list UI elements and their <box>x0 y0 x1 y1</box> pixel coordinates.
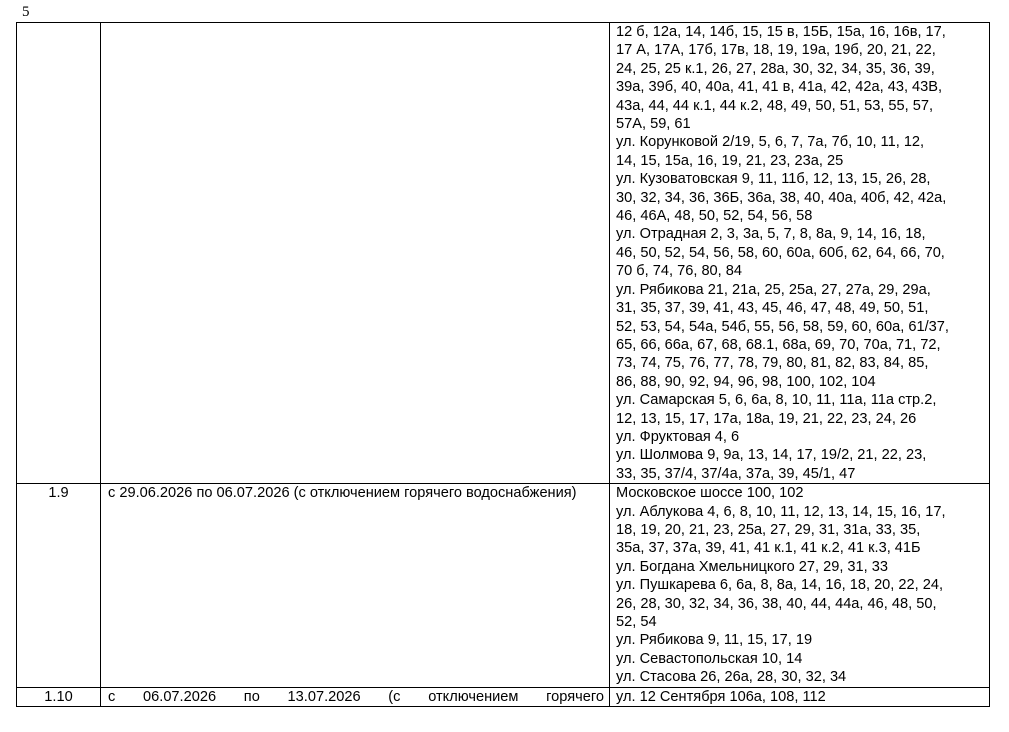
addresses-cell <box>610 23 990 484</box>
address-line: 65, 66, 66а, 67, 68, 68.1, 68а, 69, 70, 70а, 71, 72, <box>616 336 941 353</box>
address-line: 39а, 39б, 40, 40а, 41, 41 в, 41а, 42, 42а, 43, 43В, <box>616 79 943 96</box>
address-line: 12 б, 12а, 14, 14б, 15, 15 в, 15Б, 15а, 16, 16в, 17, <box>616 24 946 40</box>
address-line: ул. Стасова 26, 26а, 28, 30, 32, 34 <box>616 669 847 686</box>
address-line: ул. Аблукова 4, 6, 8, 10, 11, 12, 13, 14, 15, 16, 17, <box>616 503 946 520</box>
outage-schedule-table <box>16 22 990 707</box>
address-line: 26, 28, 30, 32, 34, 36, 38, 40, 44, 44а, 46, 48, 50, <box>616 595 937 612</box>
address-line: 52, 54 <box>616 614 657 630</box>
address-line: ул. 12 Сентября 106а, 108, 112 <box>616 688 826 705</box>
address-line: 31, 35, 37, 39, 41, 43, 45, 46, 47, 48, 49, 50, 51, <box>616 300 929 317</box>
address-line: ул. Корунковой 2/19, 5, 6, 7, 7а, 7б, 10, 11, 12, <box>616 134 925 151</box>
address-line: 12, 13, 15, 17, 17а, 18а, 19, 21, 22, 23, 24, 26 <box>616 410 917 427</box>
address-line: Московское шоссе 100, 102 <box>616 485 804 502</box>
addresses-cell <box>610 687 990 706</box>
address-line: ул. Севастопольская 10, 14 <box>616 650 803 667</box>
address-line: 17 А, 17А, 17б, 17в, 18, 19, 19а, 19б, 20, 21, 22, <box>616 42 936 59</box>
address-line: 14, 15, 15а, 16, 19, 21, 23, 23а, 25 <box>616 152 844 169</box>
period-cell: с 06.07.2026 по 13.07.2026 (с отключением горячего <box>101 687 610 706</box>
table-row <box>17 484 990 687</box>
address-line: ул. Шолмова 9, 9а, 13, 14, 17, 19/2, 21, 22, 23, <box>616 447 927 464</box>
row-number-cell: 1.10 <box>17 687 101 706</box>
address-line: 46, 50, 52, 54, 56, 58, 60, 60а, 60б, 62, 64, 66, 70, <box>616 244 945 261</box>
address-line: 73, 74, 75, 76, 77, 78, 79, 80, 81, 82, 83, 84, 85, <box>616 355 929 372</box>
address-line: 30, 32, 34, 36, 36Б, 36а, 38, 40, 40а, 40б, 42, 42а, <box>616 189 947 206</box>
table-row <box>17 687 990 706</box>
address-line: 18, 19, 20, 21, 23, 25а, 27, 29, 31, 31а, 33, 35, <box>616 521 921 538</box>
row-number-cell <box>17 23 101 484</box>
address-line: 43а, 44, 44 к.1, 44 к.2, 48, 49, 50, 51, 53, 55, 57, <box>616 97 934 114</box>
address-line: ул. Фруктовая 4, 6 <box>616 428 740 445</box>
address-line: ул. Богдана Хмельницкого 27, 29, 31, 33 <box>616 558 889 575</box>
row-number-cell: 1.9 <box>17 484 101 687</box>
table-row <box>17 23 990 484</box>
address-line: 46, 46А, 48, 50, 52, 54, 56, 58 <box>616 208 813 225</box>
address-line: 70 б, 74, 76, 80, 84 <box>616 263 743 280</box>
table-body <box>17 23 990 707</box>
period-cell <box>101 23 610 484</box>
address-line: ул. Пушкарева 6, 6а, 8, 8а, 14, 16, 18, 20, 22, 24, <box>616 577 944 594</box>
address-line: 33, 35, 37/4, 37/4а, 37а, 39, 45/1, 47 <box>616 465 856 482</box>
address-line: ул. Самарская 5, 6, 6а, 8, 10, 11, 11а, 11а стр.2, <box>616 392 937 409</box>
address-line: 86, 88, 90, 92, 94, 96, 98, 100, 102, 104 <box>616 373 876 390</box>
address-line: 57А, 59, 61 <box>616 116 691 133</box>
address-line: ул. Рябикова 9, 11, 15, 17, 19 <box>616 632 813 649</box>
address-line: ул. Рябикова 21, 21а, 25, 25а, 27, 27а, 29, 29а, <box>616 281 931 298</box>
period-cell: с 29.06.2026 по 06.07.2026 (с отключением горячего водоснабжения) <box>101 484 610 687</box>
address-line: 52, 53, 54, 54а, 54б, 55, 56, 58, 59, 60, 60а, 61/37, <box>616 318 949 335</box>
address-line: ул. Кузоватовская 9, 11, 11б, 12, 13, 15, 26, 28, <box>616 171 931 188</box>
address-line: ул. Отрадная 2, 3, 3а, 5, 7, 8, 8а, 9, 14, 16, 18, <box>616 226 926 243</box>
address-line: 35а, 37, 37а, 39, 41, 41 к.1, 41 к.2, 41 к.3, 41Б <box>616 540 921 557</box>
addresses-cell <box>610 484 990 687</box>
address-line: 24, 25, 25 к.1, 26, 27, 28а, 30, 32, 34, 35, 36, 39, <box>616 60 935 77</box>
page-number: 5 <box>22 4 30 20</box>
